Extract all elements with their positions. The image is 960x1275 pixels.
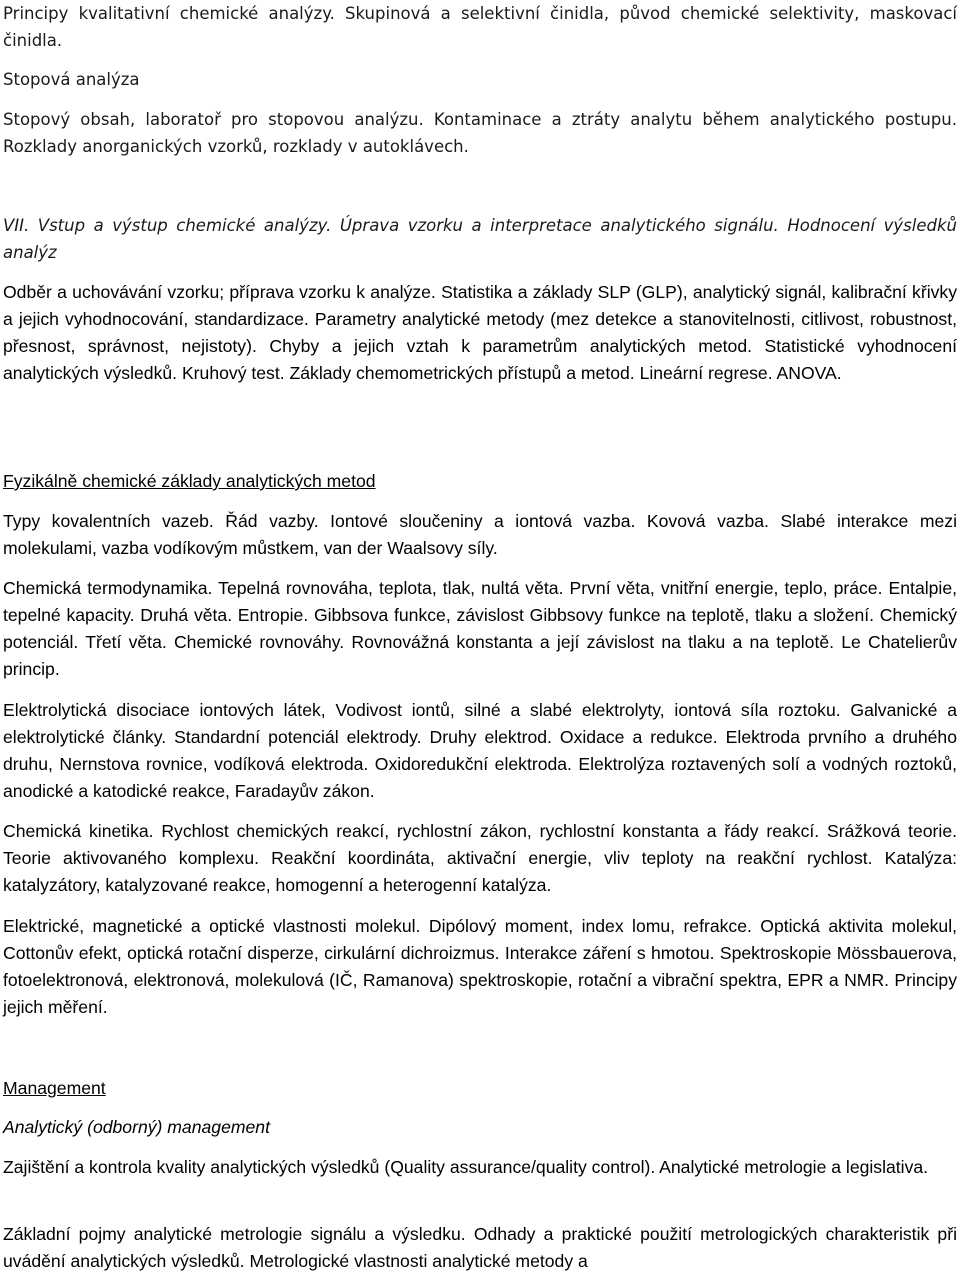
paragraph-sampling-statistics: Odběr a uchovávání vzorku; příprava vzorku k analýze. Statistika a základy SLP (GLP), analytický signál, kalibrační křivky a jejich vyhodnocování, standardizace. Parametry analytické metody (mez detekce a stanovitelnosti, citlivost, robustnost, přesnost, správnost, nejistoty). Chyby a jejich vztah k parametrům analytických metod. Statistické vyhodnocení analytických výsledků. Kruhový test. Základy chemometrických přístupů a metod. Lineární regrese. ANOVA. [3, 282, 957, 383]
paragraph-molecular-properties: Elektrické, magnetické a optické vlastnosti molekul. Dipólový moment, index lomu, refrakce. Optická aktivita molekul, Cottonův efekt, optická rotační disperze, cirkulární dichroizmus. Interakce záření s hmotou. Spektroskopie Mössbauerova, fotoelektronová, elektronová, molekulová (IČ, Ramanova) spektroskopie, rotační a vibrační spektra, EPR a NMR. Principy jejich měření. [3, 916, 957, 1017]
paragraph-trace-analysis: Stopový obsah, laboratoř pro stopovou analýzu. Kontaminace a ztráty analytu během analytického postupu. Rozklady anorganických vzorků, rozklady v autoklávech. [3, 110, 957, 156]
paragraph-thermodynamics: Chemická termodynamika. Tepelná rovnováha, teplota, tlak, nultá věta. První věta, vnitřní energie, teplo, práce. Entalpie, tepelné kapacity. Druhá věta. Entropie. Gibbsova funkce, závislost Gibbsovy funkce na teplotě, tlaku a složení. Chemický potenciál. Třetí věta. Chemické rovnováhy. Rovnovážná konstanta a její závislost na tlaku a na teplotě. Le Chatelierův princip. [3, 578, 957, 679]
heading-physical-chemistry: Fyzikálně chemické základy analytických metod [3, 471, 376, 491]
heading-management: Management [3, 1078, 106, 1098]
heading-section-vii: VII. Vstup a výstup chemické analýzy. Úprava vzorku a interpretace analytického signálu. Hodnocení výsledků analýz [3, 216, 957, 262]
paragraph-chemical-bonds: Typy kovalentních vazeb. Řád vazby. Iontové sloučeniny a iontová vazba. Kovová vazba. Slabé interakce mezi molekulami, vazba vodíkovým můstkem, van der Waalsovy síly. [3, 511, 957, 558]
paragraph-quality-assurance: Zajištění a kontrola kvality analytických výsledků (Quality assurance/quality control). Analytické metrologie a legislativa. [3, 1157, 929, 1177]
paragraph-electrochemistry: Elektrolytická disociace iontových látek, Vodivost iontů, silné a slabé elektrolyty, iontová síla roztoku. Galvanické a elektrolytické články. Standardní potenciál elektrody. Druhy elektrod. Oxidace a redukce. Elektroda prvního a druhého druhu, Nernstova rovnice, vodíková elektroda. Oxidoredukční elektroda. Elektrolýza roztavených solí a vodných roztoků, anodické a katodické reakce, Faradayův zákon. [3, 700, 957, 801]
heading-analytical-management: Analytický (odborný) management [3, 1117, 270, 1137]
paragraph-metrology: Základní pojmy analytické metrologie signálu a výsledku. Odhady a praktické použití metrologických charakteristik při uvádění analytických výsledků. Metrologické vlastnosti analytické metody a [3, 1224, 957, 1271]
paragraph-qualitative-analysis: Principy kvalitativní chemické analýzy. Skupinová a selektivní činidla, původ chemické selektivity, maskovací činidla. [3, 4, 957, 50]
paragraph-kinetics: Chemická kinetika. Rychlost chemických reakcí, rychlostní zákon, rychlostní konstanta a řády reakcí. Srážková teorie. Teorie aktivovaného komplexu. Reakční koordináta, aktivační energie, vliv teploty na reakční rychlost. Katalýza: katalyzátory, katalyzované reakce, homogenní a heterogenní katalýza. [3, 821, 957, 895]
heading-trace-analysis: Stopová analýza [3, 70, 140, 89]
